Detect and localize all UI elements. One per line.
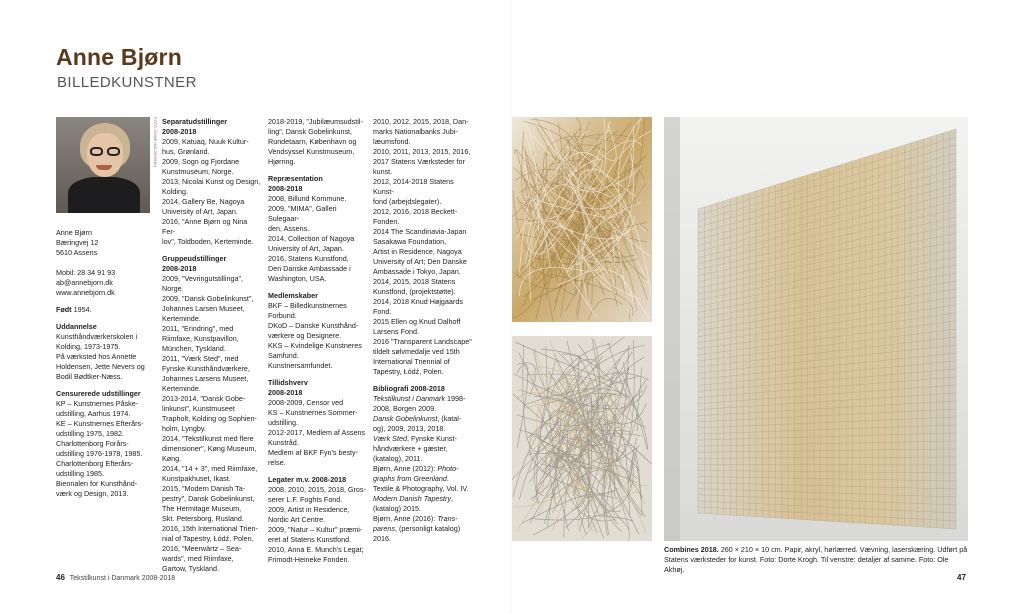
text-line: nial of Tapestry, Łódź, Polen.: [162, 534, 254, 543]
text-line: 2012-2017, Medlem af Assens: [268, 428, 366, 437]
text-line: 2016, Statens Kunstfond,: [268, 254, 349, 263]
text-line: dimensioner", Køng Museum,: [162, 444, 257, 453]
text-line: München, Tyskland.: [162, 344, 226, 353]
text-line: [56, 258, 156, 268]
bibliography-line: (katalog), 2011.: [373, 454, 423, 463]
text-line: 2012, 2016, 2018 Beckett-: [373, 207, 458, 216]
text-line: Mobil: 28 34 91 93: [56, 268, 116, 277]
footer-left: [56, 573, 175, 582]
publication-title: Tekstilkunst i Danmark 2008-2018: [69, 575, 176, 582]
text-line: tildelt sølvmedalje ved 15th: [373, 347, 460, 356]
censored-heading: Censurerede udstillinger: [56, 389, 141, 398]
text-line: Kolding.: [162, 187, 188, 196]
column-representation: [268, 117, 368, 565]
text-line: Bodil Bødtker-Næss.: [56, 372, 123, 381]
caption-title: Combines 2018.: [664, 545, 719, 554]
text-line: Trapholt, Kolding og Sophien-: [162, 414, 257, 423]
column-contact: [56, 228, 156, 499]
bibliography-heading: Bibliografi 2008-2018: [373, 384, 445, 393]
group-list-continued: [268, 117, 368, 167]
contact-block: [56, 228, 156, 298]
artwork-caption: [664, 545, 968, 575]
text-line: 2009, "MIMA", Galleri Sulegaar-: [268, 204, 337, 223]
text-line: KE – Kunstnernes Efterårs-: [56, 419, 144, 428]
text-line: linkunst", Kunstmuseet: [162, 404, 235, 413]
text-line: Kolding, 1973-1975.: [56, 342, 121, 351]
text-line: University of Art, Japan.: [162, 207, 238, 216]
text-line: 2010, Anna E. Munch's Legat;: [268, 545, 364, 554]
text-line: værkere og Designere.: [268, 331, 342, 340]
text-line: 2009, Sogn og Fjordane: [162, 157, 240, 166]
text-line: Skt. Petersborg, Rusland.: [162, 514, 244, 523]
text-line: 2016, "Anne Bjørn og Nina Fer-: [162, 217, 248, 236]
text-line: 2017 Statens Værksteder for: [373, 157, 465, 166]
artwork-main-photo: [664, 117, 968, 541]
text-line: Kunstfond, (projektstøtte).: [373, 287, 456, 296]
text-line: 2014 The Scandinavia-Japan: [373, 227, 467, 236]
text-line: 2014, 2015, 2018 Statens: [373, 277, 456, 286]
text-line: Bæringvej 12: [56, 238, 99, 247]
bibliography-line: graphs from Greenland.: [373, 474, 449, 483]
text-line: 2013, Nicolai Kunst og Design,: [162, 177, 261, 186]
portrait-credit: FOTO: ANNE HOLDENSEN: [153, 117, 158, 168]
artist-portrait: [56, 117, 150, 213]
text-line: 2011, "Værk Sted", med: [162, 354, 239, 363]
text-line: 2009, Artist in Residence,: [268, 505, 350, 514]
text-line: udstilling.: [268, 418, 298, 427]
text-line: 2015 Ellen og Knud Dalhoff: [373, 317, 461, 326]
text-line: Anne Bjørn: [56, 228, 92, 237]
text-line: Fynske Kunsthåndværkere,: [162, 364, 250, 373]
text-line: 2008-2009, Censor ved: [268, 398, 344, 407]
text-line: holm, Lyngby.: [162, 424, 206, 433]
artwork-detail-bottom-image: [512, 336, 652, 541]
bibliography-line: Modern Danish Tapestry,: [373, 494, 454, 503]
text-line: Kunsthåndværkerskolen i: [56, 332, 138, 341]
text-line: Ambassade i Tokyo, Japan.: [373, 267, 461, 276]
text-line: Kerteminde.: [162, 314, 201, 323]
bibliography-line: Tekstilkunst i Danmark 1998-: [373, 394, 466, 403]
solo-period: 2008-2018: [162, 127, 197, 136]
text-line: 2018-2019, "Jubilæumsudstil-: [268, 117, 363, 126]
representation-list: [268, 194, 368, 284]
artist-name: Anne Bjørn: [56, 44, 182, 70]
text-line: udstilling 1976-1978, 1985.: [56, 449, 143, 458]
representation-heading: Repræsentation: [268, 174, 323, 183]
text-line: relse.: [268, 458, 286, 467]
text-line: 2010, 2011, 2013, 2015, 2016,: [373, 147, 471, 156]
column-exhibitions: [162, 117, 262, 574]
text-line: KS – Kunstnernes Sommer-: [268, 408, 358, 417]
bibliography-line: Textile & Photography, Vol. IV.: [373, 484, 469, 493]
text-line: Frimodt-Heineke Fonden.: [268, 555, 350, 564]
grants-heading: Legater m.v. 2008-2018: [268, 475, 347, 484]
group-list: [162, 274, 262, 574]
text-line: kunst.: [373, 167, 393, 176]
bibliography-line: Bjørn, Anne (2012): Photo-: [373, 464, 459, 473]
text-line: udstilling, Aarhus 1974.: [56, 409, 131, 418]
text-line: 2009, "Dansk Gobelinkunst",: [162, 294, 254, 303]
text-line: Holdensen, Jette Nevers og: [56, 362, 145, 371]
text-line: 2016, "Meerwärtz – Sea-: [162, 544, 242, 553]
artwork-detail-top: [512, 117, 652, 322]
bibliography-line: parens, (personligt katalog): [373, 524, 461, 533]
text-line: Larsens Fond.: [373, 327, 419, 336]
text-line: Den Danske Ambassade i: [268, 264, 351, 273]
text-line: udstilling 1985.: [56, 469, 104, 478]
bibliography-line: Værk Sted, Fynske Kunst-: [373, 434, 457, 443]
text-line: BKF – Billedkunstnernes: [268, 301, 347, 310]
artwork-detail-top-image: [512, 117, 652, 322]
bibliography-line: håndværkere + gæster,: [373, 444, 448, 453]
text-line: 2016 "Transparent Landscape": [373, 337, 472, 346]
text-line: Kunstmuseum, Norge.: [162, 167, 234, 176]
text-line: Kerteminde.: [162, 384, 201, 393]
text-line: hus, Grønland.: [162, 147, 210, 156]
text-line: 2015, "Modern Danish Ta-: [162, 484, 246, 493]
positions-heading: Tillidshverv: [268, 378, 308, 387]
bibliography-line: og), 2009, 2013, 2018.: [373, 424, 446, 433]
text-line: fond (arbejdslegater).: [373, 197, 442, 206]
education-heading: Uddannelse: [56, 322, 97, 331]
text-line: KP – Kunstnernes Påske-: [56, 399, 139, 408]
text-line: Vendsyssel Kunstmuseum,: [268, 147, 355, 156]
text-line: Johannes Larsens Museet,: [162, 374, 249, 383]
text-line: den, Assens.: [268, 224, 310, 233]
column-grants-bibliography: [373, 117, 473, 544]
text-line: Kunstråd.: [268, 438, 299, 447]
text-line: pestry", Dansk Gobelinkunst,: [162, 494, 255, 503]
text-line: Samfund.: [268, 351, 299, 360]
text-line: lov", Toldboden, Kerteminde.: [162, 237, 254, 246]
text-line: Tapestry, Łódź, Polen.: [373, 367, 444, 376]
membership-heading: Medlemskaber: [268, 291, 318, 300]
page-number-right: 47: [957, 573, 966, 582]
grants-list-continued: [373, 117, 473, 377]
text-line: Artist in Residence, Nagoya: [373, 247, 462, 256]
text-line: 2014, "Tekstilkunst med flere: [162, 434, 254, 443]
bibliography-list: [373, 394, 473, 544]
text-line: Charlottenborg Efterårs-: [56, 459, 134, 468]
text-line: Medlem af BKF Fyn's besty-: [268, 448, 359, 457]
page-number-left: 46: [56, 573, 65, 582]
grants-list: [268, 485, 368, 565]
text-line: 2014, 2018 Knud Højgaards: [373, 297, 463, 306]
text-line: Forbund.: [268, 311, 297, 320]
text-line: 2016, 15th International Trien-: [162, 524, 258, 533]
text-line: 2013-2014, "Dansk Gobe-: [162, 394, 246, 403]
born-line: Født 1954.: [56, 305, 92, 314]
group-period: 2008-2018: [162, 264, 197, 273]
positions-period: 2008-2018: [268, 388, 303, 397]
text-line: marks Nationalbanks Jubi-: [373, 127, 458, 136]
positions-list: [268, 398, 368, 468]
text-line: På værksted hos Annette: [56, 352, 137, 361]
membership-list: [268, 301, 368, 371]
text-line: Hjørring.: [268, 157, 296, 166]
text-line: KKS – Kvindelige Kunstneres: [268, 341, 362, 350]
text-line: 2014, "14 + 3", med Riimfaxe,: [162, 464, 258, 473]
text-line: 2014, Collection of Nagoya: [268, 234, 355, 243]
text-line: 2009, "Natur – Kultur" præmi-: [268, 525, 363, 534]
text-line: 2012, 2014-2018 Statens Kunst-: [373, 177, 454, 196]
censored-list: [56, 399, 156, 499]
bibliography-line: 2008, Borgen 2009.: [373, 404, 437, 413]
text-line: 2009, Katuaq, Nuuk Kultur-: [162, 137, 249, 146]
text-line: værk og Design, 2013.: [56, 489, 129, 498]
text-line: Johannes Larsen Museet,: [162, 304, 245, 313]
text-line: The Hermitage Museum,: [162, 504, 242, 513]
text-line: Washington, USA.: [268, 274, 327, 283]
text-line: 2014, Gallery Be, Nagoya: [162, 197, 245, 206]
text-line: wards", med Riimfaxe,: [162, 554, 234, 563]
caption-text: 260 × 210 × 10 cm. Papir, akryl, hørlærred. Vævning, laserskæring. Udført på Statens værksteder for kunst. Foto: Dorte Krogh. Til venstre: detaljer af samme. Foto: Ole Akhøj.: [664, 545, 968, 574]
text-line: Nordic Art Centre.: [268, 515, 326, 524]
text-line: 2008, 2010, 2015, 2018, Gros-: [268, 485, 366, 494]
text-line: Riimfaxe, Kunstpavillon,: [162, 334, 239, 343]
text-line: eret af Statens Kunstfond.: [268, 535, 352, 544]
bibliography-line: Bjørn, Anne (2016): Trans-: [373, 514, 458, 523]
artwork-detail-bottom: [512, 336, 652, 541]
text-line: 2010, 2012, 2015, 2018, Dan-: [373, 117, 469, 126]
bibliography-line: (katalog) 2015.: [373, 504, 421, 513]
solo-heading: Separatudstillinger: [162, 117, 228, 126]
text-line: Kunstnersamfundet.: [268, 361, 333, 370]
text-line: Charlottenborg Forårs-: [56, 439, 129, 448]
text-line: Gartow, Tyskland.: [162, 564, 219, 573]
text-line: University of Art; Den Danske: [373, 257, 467, 266]
representation-period: 2008-2018: [268, 184, 303, 193]
artist-role: BILLEDKUNSTNER: [57, 74, 197, 91]
text-line: 2008, Billund Kommune.: [268, 194, 347, 203]
text-line: University of Art, Japan.: [268, 244, 344, 253]
education-list: [56, 332, 156, 382]
text-line: Køng.: [162, 454, 182, 463]
text-line: Biennalen for Kunsthånd-: [56, 479, 138, 488]
text-line: 2011, "Erindring", med: [162, 324, 234, 333]
text-line: www.annebjorn.dk: [56, 288, 115, 297]
text-line: International Triennial of: [373, 357, 450, 366]
text-line: Fonden.: [373, 217, 400, 226]
text-line: læumsfond.: [373, 137, 411, 146]
text-line: Sasakawa Foundation,: [373, 237, 447, 246]
text-line: serer L.F. Foghts Fond.: [268, 495, 343, 504]
text-line: Rundetaarn, København og: [268, 137, 357, 146]
text-line: 2009, "Vevringutstillinga",: [162, 274, 244, 283]
group-heading: Gruppeudstillinger: [162, 254, 227, 263]
text-line: Fond.: [373, 307, 392, 316]
text-line: Kunstpakhuset, Ikast.: [162, 474, 231, 483]
text-line: ling", Dansk Gobelinkunst,: [268, 127, 353, 136]
text-line: ab@annebjorn.dk: [56, 278, 113, 287]
bibliography-line: Dansk Gobelinkunst, (katal-: [373, 414, 462, 423]
text-line: Norge.: [162, 284, 184, 293]
text-line: udstilling 1975, 1982.: [56, 429, 124, 438]
text-line: DKoD – Danske Kunsthånd-: [268, 321, 359, 330]
artwork-main-image: [664, 117, 968, 541]
solo-list: [162, 137, 262, 247]
bibliography-line: 2016.: [373, 534, 391, 543]
text-line: 5610 Assens: [56, 248, 98, 257]
